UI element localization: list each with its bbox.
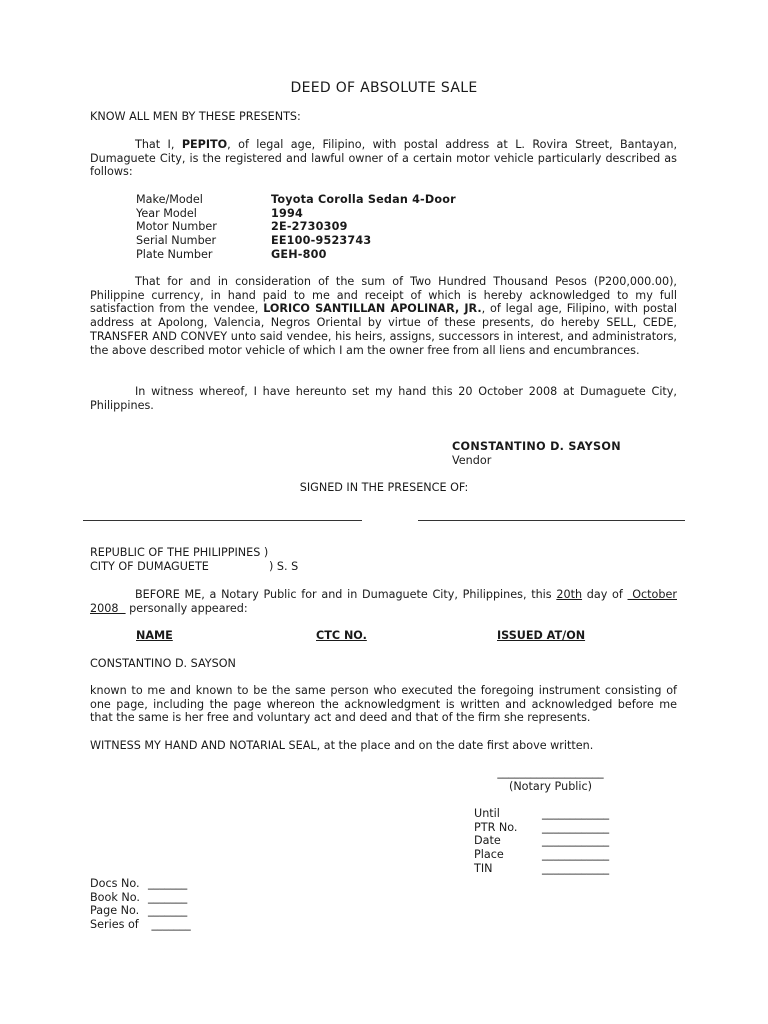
vehicle-value: EE100-9523743 <box>271 234 372 248</box>
vehicle-details <box>136 193 456 261</box>
paragraph-owner: That I, PEPITO, of legal age, Filipino, with postal address at L. Rovira Street, Bantayan, Dumaguete City, is the registered and lawful owner of a certain motor vehicle particularly described as follows: <box>90 138 677 179</box>
owner-name: PEPITO <box>181 138 228 151</box>
notary-field <box>474 834 609 848</box>
paragraph-witness: In witness whereof, I have hereunto set my hand this 20 October 2008 at Dumaguete City, Philippines. <box>90 385 677 412</box>
docket-label: Series of <box>90 918 139 932</box>
vendee-name: LORICO SANTILLAN APOLINAR, JR. <box>263 302 482 316</box>
notary-field-label: PTR No. <box>474 820 518 834</box>
vehicle-row <box>136 248 456 262</box>
docket-label: Book No. <box>90 890 140 904</box>
vehicle-row <box>136 220 456 234</box>
paragraph-consideration: That for and in consideration of the sum of Two Hundred Thousand Pesos (P200,000.00), Philippine currency, in hand paid to me and receipt of which is hereby acknowledged to my full satisfaction from the vendee, LORICO SANTILLAN APOLINAR, JR., of legal age, Filipino, with postal address at Apolong, Valencia, Negros Oriental by virtue of these presents, do hereby SELL, CEDE, TRANSFER AND CONVEY unto said vendee, his heirs, assigns, successors in interest, and administrators, the above described motor vehicle of which I am the owner free from all liens and encumbrances. <box>90 275 677 357</box>
vehicle-value: 2E-2730309 <box>271 220 348 234</box>
docket-blank: _______ <box>148 904 188 918</box>
docket-fields <box>90 877 191 932</box>
docket-field <box>90 877 191 891</box>
docket-blank: _______ <box>148 890 188 904</box>
docket-label: Docs No. <box>90 877 140 890</box>
docket-label: Page No. <box>90 904 140 918</box>
venue-ss: ) S. S <box>269 560 299 573</box>
column-name: NAME <box>136 629 173 642</box>
ack-month: October <box>627 588 677 601</box>
notary-public-label: (Notary Public) <box>508 780 593 793</box>
vehicle-value: GEH-800 <box>271 247 327 261</box>
notary-field <box>474 862 609 876</box>
docket-blank: _______ <box>148 918 191 932</box>
vehicle-label: Motor Number <box>136 220 217 234</box>
venue-republic: REPUBLIC OF THE PHILIPPINES ) <box>90 546 269 559</box>
notary-field <box>474 807 609 821</box>
vehicle-row <box>136 193 456 207</box>
docket-field <box>90 891 191 905</box>
notary-field-label: TIN <box>474 861 493 875</box>
notary-field-blank: ____________ <box>542 848 610 862</box>
docket-blank: _______ <box>148 877 188 890</box>
notary-signature-line: ___________________ <box>497 766 604 779</box>
notary-field-label: Date <box>474 834 501 848</box>
notary-field-blank: ____________ <box>542 834 610 848</box>
notary-field <box>474 821 609 835</box>
notary-field <box>474 848 609 862</box>
notary-field-label: Until <box>474 807 500 820</box>
ack-year: 2008 <box>90 601 126 615</box>
paragraph-known: known to me and known to be the same person who executed the foregoing instrument consisting of one page, including the page whereon the acknowledgment is written and acknowledged before me that the same is her free and voluntary act and deed and that of the firm she represents. <box>90 684 677 725</box>
vehicle-label: Year Model <box>136 206 197 220</box>
column-ctc: CTC NO. <box>316 629 367 642</box>
vehicle-row <box>136 207 456 221</box>
ack-day: 20th <box>556 588 583 601</box>
vendor-role: Vendor <box>452 454 492 467</box>
opening-line: KNOW ALL MEN BY THESE PRESENTS: <box>90 110 301 123</box>
paragraph-acknowledgment: BEFORE ME, a Notary Public for and in Dumaguete City, Philippines, this 20th day of October 2008 personally appeared: <box>90 588 677 615</box>
vendor-name: CONSTANTINO D. SAYSON <box>452 440 621 453</box>
vehicle-label: Serial Number <box>136 234 217 248</box>
witness-signature-line <box>83 520 362 521</box>
column-issued: ISSUED AT/ON <box>497 629 586 642</box>
notary-field-label: Place <box>474 848 504 862</box>
docket-field <box>90 904 191 918</box>
vehicle-row <box>136 234 456 248</box>
venue-city: CITY OF DUMAGUETE <box>90 560 209 573</box>
docket-field <box>90 918 191 932</box>
signed-presence-heading: SIGNED IN THE PRESENCE OF: <box>299 481 469 494</box>
witness-signature-line <box>418 520 685 521</box>
vehicle-label: Plate Number <box>136 247 213 261</box>
document-title: DEED OF ABSOLUTE SALE <box>290 80 478 96</box>
notary-field-blank: ____________ <box>542 820 610 834</box>
vehicle-value: Toyota Corolla Sedan 4-Door <box>271 193 456 206</box>
notary-field-blank: ____________ <box>542 861 610 875</box>
appeared-name: CONSTANTINO D. SAYSON <box>90 657 236 670</box>
paragraph-notarial-seal: WITNESS MY HAND AND NOTARIAL SEAL, at the place and on the date first above written. <box>90 739 594 752</box>
vehicle-label: Make/Model <box>136 193 203 206</box>
vehicle-value: 1994 <box>271 206 303 220</box>
notary-fields <box>474 807 609 875</box>
notary-field-blank: ____________ <box>542 807 610 820</box>
